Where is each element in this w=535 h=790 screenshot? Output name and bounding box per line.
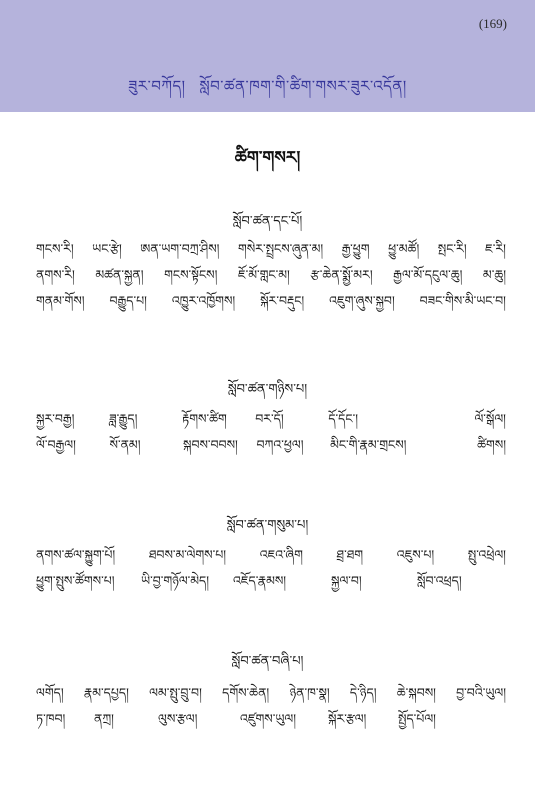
word-list-2 [36,406,506,458]
word: སྐབས་བབས། [183,437,238,452]
word: སྐྱར་བརྒྱ། [36,411,75,426]
word: ལགོད། [36,685,64,700]
word: རྒྱལ་མོ་དངུལ་ཆུ། [393,267,463,282]
word: ཐྲ་ཐག [336,547,364,562]
word: ཚིགས། [477,437,507,452]
page-number: (169) [478,16,507,31]
word-list-4 [36,680,506,732]
word-row [36,432,506,458]
word: འཇོད་རྣམས། [233,573,287,588]
word: གསེར་སྤྲངས་ཞུན་མ། [237,241,324,256]
word: ཐབས་མ་ལེགས་པ། [148,547,227,562]
word: སྤྱོད་པོལ། [398,711,436,726]
section-heading-1: སློབ་ཚན་དང་པོ། [232,214,303,229]
word-list-1 [36,236,506,314]
word: ཕྱུག་སྤུས་ཚོགས་པ། [36,573,115,588]
word: རྣམ་དཔྱད། [83,685,129,700]
word: སློབ་འཕྲད། [417,573,462,588]
section-heading-4: སློབ་ཚན་བཞི་པ། [231,654,304,669]
word-row [36,262,506,288]
word: མཚན་སྐྱན། [95,267,144,282]
word: རྟོགས་ཚིག [182,411,227,426]
word: ལོ་བརྒྱལ། [36,437,76,452]
word: ཏ་ཁབ། [36,711,66,726]
word: སྤང་རི། [437,241,467,256]
word-row [36,568,506,594]
word: ཕྱུ་མཚོ། [388,241,420,256]
word-row [36,542,506,568]
word: ནཀྲ། [94,711,114,726]
chapter-title [0,70,535,112]
word: སྐོར་བརྡུང། [260,293,305,308]
word: སྤུ་འཕྲེལ། [467,547,506,562]
word-list-3 [36,542,506,594]
word: ཟླ་རྒྱུད། [109,411,138,426]
word: འཛུགས་ཡུལ། [240,711,297,726]
word: བར་དོ། [255,411,284,426]
word [401,406,474,432]
word: འཁྱུར་འཁྱོགས། [171,293,236,308]
page-title: ཚིག་གསར། [234,148,301,168]
word: མ་ཆུ། [482,267,506,282]
word: བྱ་བའི་ཡུལ། [456,685,506,700]
word: དེ་ཉིད། [349,685,377,700]
word: སྐྱལ་བ། [331,573,362,588]
word-row [36,236,506,262]
word: བཟང་གིས་མི་ཡང་བ། [419,293,506,308]
word: ལུས་རྩལ། [158,711,198,726]
word: ཡི་བྱ་གཉོལ་མེད། [141,573,210,588]
word: ཨན་ཡག་བཀྲ་ཤིས། [140,241,220,256]
word-row [36,406,506,432]
word: ནགས་རི། [36,267,75,282]
word: རྒྱ་ཕྱུག [341,241,370,256]
word: ལོ་སྒོལ། [474,411,506,426]
word: དོ་དོང་། [328,411,359,426]
word-row [36,288,506,314]
word: ཆེ་སྐབས། [396,685,436,700]
word: ཡང་རྩེ། [92,241,122,256]
word: བརྒྱུད་པ། [109,293,147,308]
word: ནགས་ཚལ་སྐྱུག་པོ། [36,547,116,562]
word: གངས་རི། [36,241,74,256]
word: སོ་ནམ། [109,437,141,452]
word: རྩ་ཆེན་སྨྱོ་མར། [310,267,373,282]
word: གངས་སྟོངས། [164,267,218,282]
word: འཇུག་ཞུས་སྐྱབ། [329,293,395,308]
word-row [36,680,506,706]
word: བཀའ་ཕྱལ། [256,437,304,452]
word: སྐོར་རྩལ། [328,711,367,726]
word: ཇ་རི། [485,241,506,256]
word: འཇའ་ཞིག [259,547,303,562]
word: འཇུས་པ། [396,547,435,562]
section-heading-2: སློབ་ཚན་གཉིས་པ། [227,382,308,397]
word: ཇོ་མོ་གླང་མ། [237,267,290,282]
word: དགོས་ཆེན། [222,685,270,700]
header-band [0,0,535,112]
appendix-title: སློབ་ཚན་ཁག་གི་ཚིག་གསར་ཟུར་འདོན། [199,77,407,95]
word: ཉེན་ཁ་སྣ། [289,685,330,700]
word-row [36,706,506,732]
word: མིང་གི་རྣམ་གྲངས། [330,437,407,452]
word: ལམ་སྤུ་བྲུ་བ། [149,685,202,700]
section-heading-3: སློབ་ཚན་གསུམ་པ། [226,518,309,533]
word: གནམ་གོས། [36,293,85,308]
appendix-label: ཟུར་བཀོད། [128,77,186,95]
